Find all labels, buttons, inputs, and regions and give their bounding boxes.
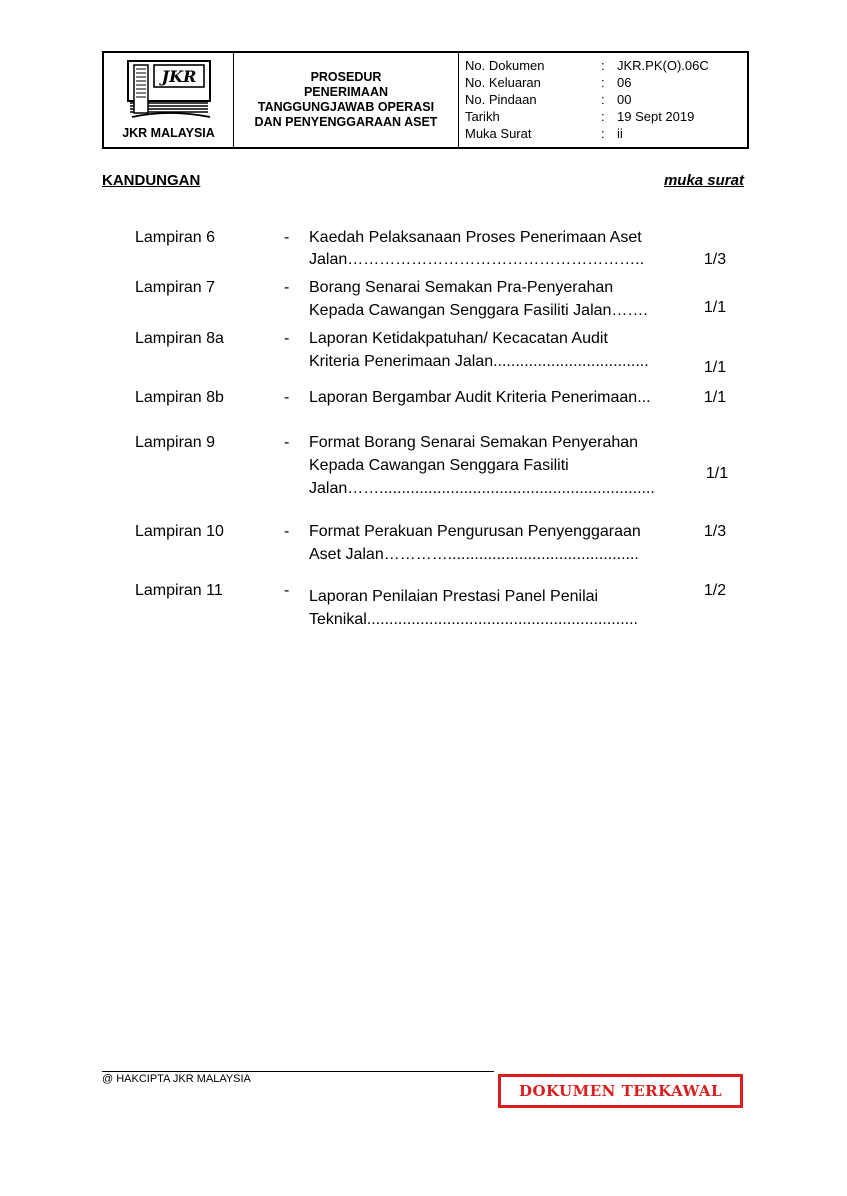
meta-row-amendment-no — [465, 91, 747, 108]
entry-page: 1/1 — [703, 359, 727, 376]
meta-row-page — [465, 125, 747, 142]
meta-sep: : — [601, 109, 605, 124]
page-column-heading: muka surat — [663, 172, 744, 189]
document-meta — [459, 53, 747, 147]
logo-text: JKR — [161, 67, 197, 86]
entry-text-line: Format Perakuan Pengurusan Penyenggaraan — [309, 523, 641, 540]
meta-sep: : — [601, 75, 605, 90]
entry-text-line: Jalan……………………………………………….. — [309, 251, 645, 268]
entry-text-line: Laporan Ketidakpatuhan/ Kecacatan Audit — [309, 330, 608, 347]
entry-label: Lampiran 11 — [135, 582, 223, 599]
meta-sep: : — [601, 126, 605, 141]
entry-label: Lampiran 9 — [135, 434, 216, 451]
entry-page: 1/1 — [703, 299, 727, 316]
meta-key: No. Dokumen — [465, 58, 545, 73]
footer-divider — [102, 1071, 494, 1072]
stamp-text: DOKUMEN TERKAWAL — [518, 1082, 723, 1100]
entry-label: Lampiran 6 — [135, 229, 216, 246]
entry-dash: - — [284, 523, 290, 540]
entry-page: 1/1 — [705, 465, 729, 482]
meta-key: Muka Surat — [465, 126, 532, 141]
entry-text-line: Jalan…….............................................................. — [309, 480, 655, 497]
entry-text-line: Aset Jalan…………........................................... — [309, 546, 639, 563]
meta-row-date — [465, 108, 747, 125]
entry-text-line: Kaedah Pelaksanaan Proses Penerimaan Aset — [309, 229, 642, 246]
entry-page: 1/3 — [703, 251, 727, 268]
entry-dash: - — [284, 279, 290, 296]
entry-label: Lampiran 10 — [135, 523, 224, 540]
entry-dash: - — [284, 434, 290, 451]
entry-label: Lampiran 8a — [135, 330, 224, 347]
logo-caption: JKR MALAYSIA — [122, 126, 215, 140]
entry-page: 1/1 — [703, 389, 727, 406]
entry-text-line: Kepada Cawangan Senggara Fasiliti Jalan……. — [309, 302, 648, 319]
entry-text-line: Laporan Penilaian Prestasi Panel Penilai — [309, 588, 599, 605]
contents-heading: KANDUNGAN — [102, 172, 201, 189]
entry-page: 1/3 — [703, 523, 727, 540]
entry-label: Lampiran 8b — [135, 389, 224, 406]
meta-sep: : — [601, 58, 605, 73]
meta-row-document-no — [465, 57, 747, 74]
title-line: TANGGUNGJAWAB OPERASI — [257, 100, 435, 114]
meta-value: 06 — [617, 75, 632, 90]
title-line: PROSEDUR — [310, 70, 382, 84]
meta-key: No. Keluaran — [465, 75, 541, 90]
meta-value: ii — [617, 126, 623, 141]
meta-row-issue-no — [465, 74, 747, 91]
controlled-document-stamp — [498, 1074, 743, 1108]
entry-dash: - — [284, 330, 290, 347]
entry-text-line: Format Borang Senarai Semakan Penyerahan — [309, 434, 639, 451]
entry-text-line: Borang Senarai Semakan Pra-Penyerahan — [309, 279, 614, 296]
meta-sep: : — [601, 92, 605, 107]
jkr-logo-icon — [126, 59, 212, 121]
entry-text-line: Laporan Bergambar Audit Kriteria Penerimaan... — [309, 389, 651, 406]
logo-cell — [104, 53, 234, 147]
contents-heading-row — [102, 172, 744, 194]
meta-value: 00 — [617, 92, 632, 107]
title-line: PENERIMAAN — [303, 85, 389, 99]
meta-key: No. Pindaan — [465, 92, 537, 107]
entry-label: Lampiran 7 — [135, 279, 216, 296]
entry-text-line: Kepada Cawangan Senggara Fasiliti — [309, 457, 569, 474]
copyright-notice: @ HAKCIPTA JKR MALAYSIA — [102, 1073, 251, 1085]
meta-value: JKR.PK(O).06C — [617, 58, 709, 73]
title-line: DAN PENYENGGARAAN ASET — [254, 115, 438, 129]
entry-text-line: Kriteria Penerimaan Jalan................................... — [309, 353, 649, 370]
meta-key: Tarikh — [465, 109, 500, 124]
entry-page: 1/2 — [703, 582, 727, 599]
entry-dash: - — [284, 229, 290, 246]
entry-dash: - — [284, 389, 290, 406]
entry-text-line: Teknikal............................................................. — [309, 611, 638, 628]
meta-value: 19 Sept 2019 — [617, 109, 695, 124]
document-header — [102, 51, 749, 149]
entry-dash: - — [284, 582, 290, 599]
procedure-title — [234, 53, 459, 147]
